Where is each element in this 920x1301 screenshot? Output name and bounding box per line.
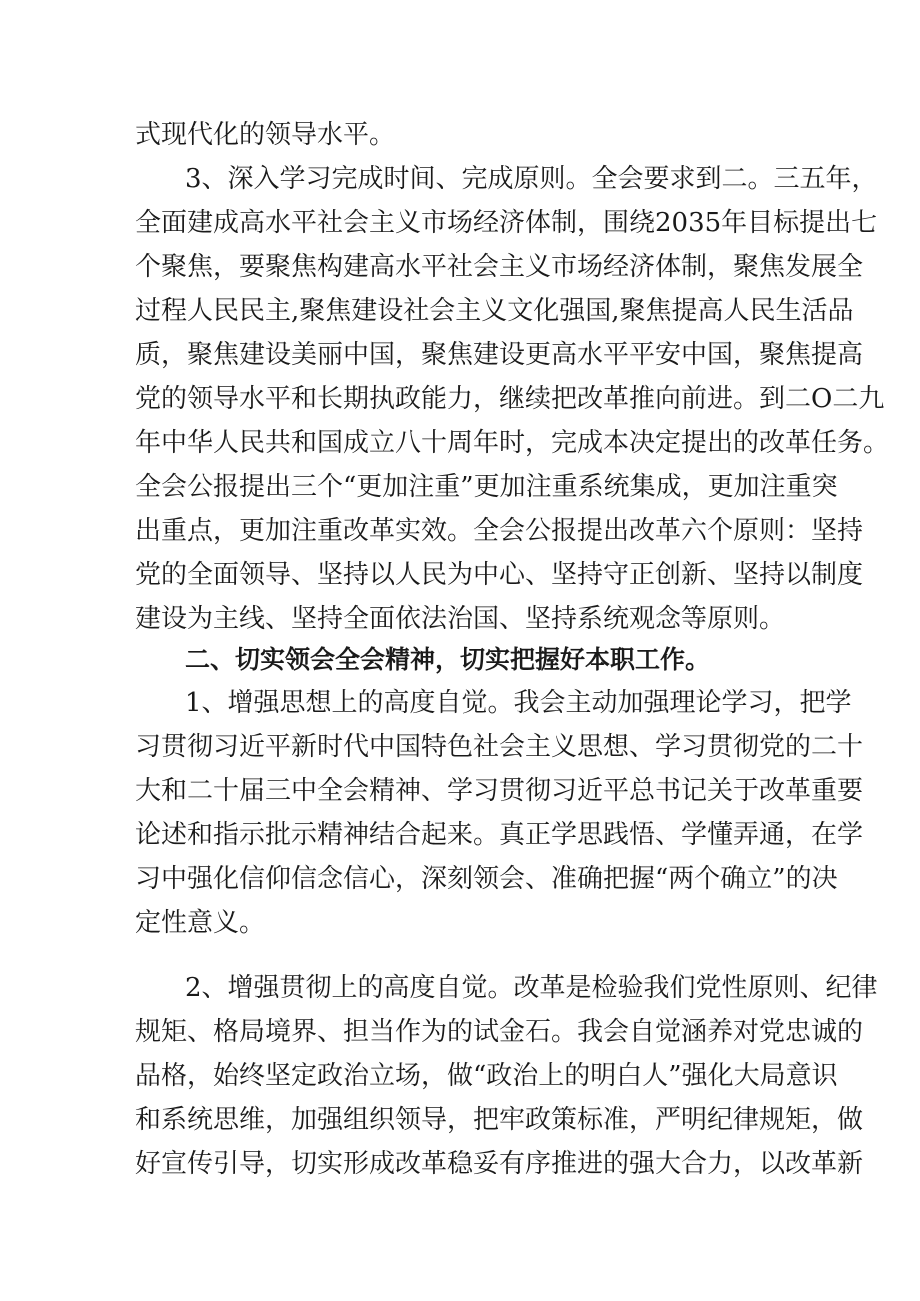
body-text-line: 全面建成高水平社会主义市场经济体制，围绕2035年目标提出七	[135, 208, 878, 238]
body-text-line: 建设为主线、坚持全面依法治国、坚持系统观念等原则。	[135, 604, 786, 634]
body-text-line: 年中华人民共和国成立八十周年时，完成本决定提出的改革任务。	[135, 428, 890, 458]
section-item-1-first-line: 1、增强思想上的高度自觉。我会主动加强理论学习，把学	[185, 688, 852, 718]
body-text-line: 规矩、格局境界、担当作为的试金石。我会自觉涵养对党忠诚的	[135, 1017, 864, 1047]
body-text-line: 党的全面领导、坚持以人民为中心、坚持守正创新、坚持以制度	[135, 560, 864, 590]
body-text-line: 式现代化的领导水平。	[135, 120, 396, 150]
section-item-3-first-line: 3、深入学习完成时间、完成原则。全会要求到二。三五年，	[185, 164, 878, 194]
body-text-line: 品格，始终坚定政治立场，做“政治上的明白人”强化大局意识	[135, 1061, 838, 1091]
body-text-line: 过程人民民主,聚焦建设社会主义文化强国,聚焦提高人民生活品	[135, 296, 854, 326]
body-text-line: 出重点，更加注重改革实效。全会公报提出改革六个原则：坚持	[135, 516, 864, 546]
body-text-line: 习贯彻习近平新时代中国特色社会主义思想、学习贯彻党的二十	[135, 732, 864, 762]
body-text-line: 质，聚焦建设美丽中国，聚焦建设更高水平平安中国，聚焦提高	[135, 340, 864, 370]
section-heading: 二、切实领会全会精神，切实把握好本职工作。	[185, 645, 711, 674]
body-text-line: 定性意义。	[135, 908, 266, 938]
body-text-line: 全会公报提出三个“更加注重”更加注重系统集成，更加注重突	[135, 472, 838, 502]
body-text-line: 论述和指示批示精神结合起来。真正学思践悟、学懂弄通，在学	[135, 820, 864, 850]
body-text-line: 党的领导水平和长期执政能力，继续把改革推向前进。到二O二九	[135, 384, 885, 414]
body-text-line: 个聚焦，要聚焦构建高水平社会主义市场经济体制，聚焦发展全	[135, 252, 864, 282]
body-text-line: 和系统思维，加强组织领导，把牢政策标准，严明纪律规矩，做	[135, 1105, 864, 1135]
body-text-line: 好宣传引导，切实形成改革稳妥有序推进的强大合力，以改革新	[135, 1149, 864, 1179]
body-text-line: 习中强化信仰信念信心，深刻领会、准确把握“两个确立”的决	[135, 864, 838, 894]
body-text-line: 大和二十届三中全会精神、学习贯彻习近平总书记关于改革重要	[135, 776, 864, 806]
section-item-2-first-line: 2、增强贯彻上的高度自觉。改革是检验我们党性原则、纪律	[185, 973, 878, 1003]
